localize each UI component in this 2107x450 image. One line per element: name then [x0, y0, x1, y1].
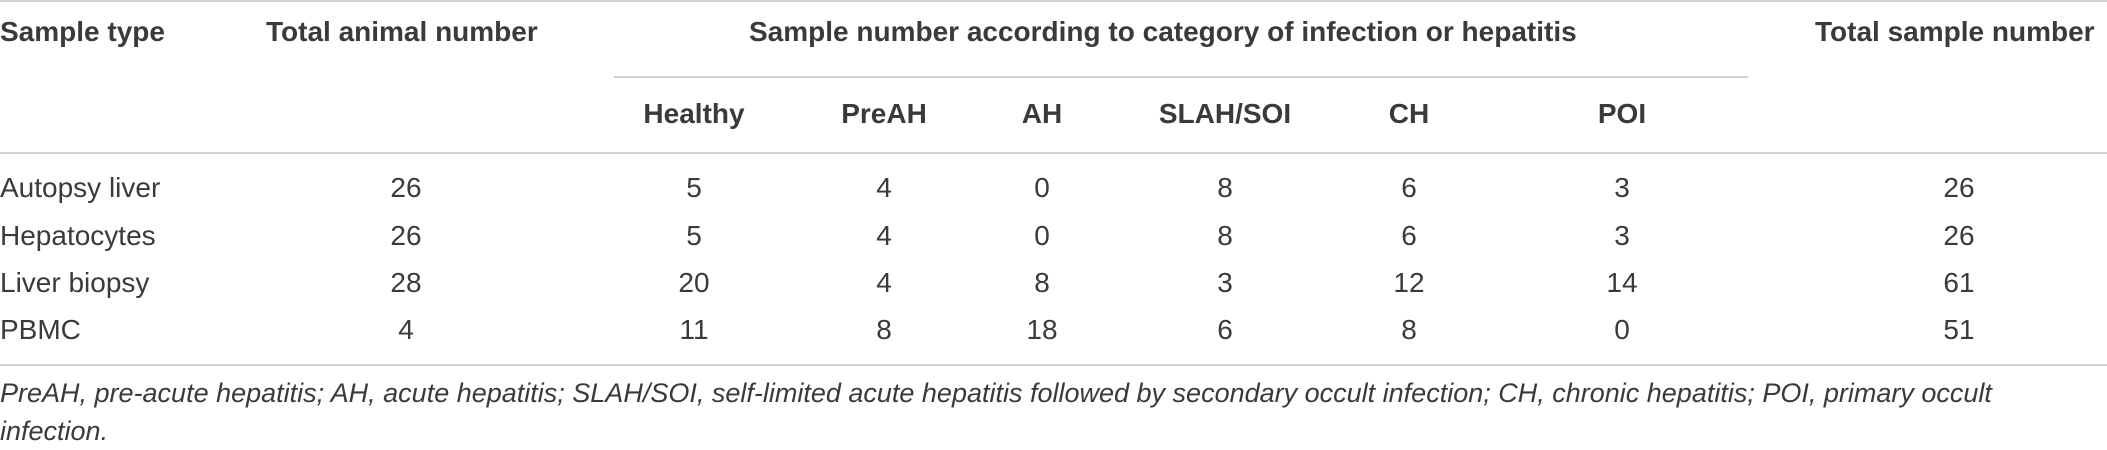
row-value-poi: 0	[1614, 314, 1630, 345]
row-value-preah: 4	[876, 172, 892, 203]
header-category-slah-soi: SLAH/SOI	[1158, 98, 1292, 129]
header-category-healthy: Healthy	[643, 98, 745, 129]
row-value-healthy: 5	[686, 220, 702, 251]
row-value-ch: 6	[1401, 172, 1417, 203]
row-sample-type: Hepatocytes	[0, 220, 156, 251]
row-animal-count: 28	[390, 267, 422, 298]
row-value-preah: 4	[876, 267, 892, 298]
row-animal-count: 26	[390, 220, 422, 251]
table-bottom-rule	[0, 364, 2107, 366]
row-total-sample: 26	[1943, 220, 1975, 251]
header-total-sample-number: Total sample number	[1815, 16, 2095, 47]
row-total-sample: 26	[1943, 172, 1975, 203]
row-value-poi: 3	[1614, 220, 1630, 251]
row-value-slah-soi: 8	[1217, 172, 1233, 203]
header-bottom-rule	[0, 152, 2107, 154]
row-value-preah: 8	[876, 314, 892, 345]
header-category-ah: AH	[1021, 98, 1063, 129]
row-value-healthy: 11	[679, 314, 709, 345]
row-value-healthy: 5	[686, 172, 702, 203]
group-header-rule	[614, 76, 1748, 78]
header-category-ch: CH	[1388, 98, 1430, 129]
row-value-ch: 6	[1401, 220, 1417, 251]
row-total-sample: 61	[1943, 267, 1975, 298]
row-value-ah: 8	[1034, 267, 1050, 298]
row-sample-type: Autopsy liver	[0, 172, 161, 203]
row-value-poi: 14	[1606, 267, 1638, 298]
table-top-rule	[0, 0, 2107, 2]
row-animal-count: 4	[398, 314, 414, 345]
row-value-slah-soi: 6	[1217, 314, 1233, 345]
row-sample-type: PBMC	[0, 314, 81, 345]
row-value-healthy: 20	[678, 267, 710, 298]
row-value-ch: 12	[1393, 267, 1425, 298]
row-value-slah-soi: 8	[1217, 220, 1233, 251]
row-value-ah: 0	[1034, 172, 1050, 203]
header-category-preah: PreAH	[841, 98, 927, 129]
table-footnote: PreAH, pre-acute hepatitis; AH, acute hepatitis; SLAH/SOI, self-limited acute hepatitis followed by secondary occult infection; CH, chronic hepatitis; POI, primary occult infection.	[0, 378, 1992, 446]
row-value-ah: 0	[1034, 220, 1050, 251]
header-sample-type: Sample type	[0, 16, 165, 47]
row-value-ch: 8	[1401, 314, 1417, 345]
header-category-poi: POI	[1597, 98, 1647, 129]
row-value-ah: 18	[1026, 314, 1058, 345]
row-total-sample: 51	[1943, 314, 1975, 345]
row-value-slah-soi: 3	[1217, 267, 1233, 298]
header-total-animal-number: Total animal number	[266, 16, 538, 47]
row-animal-count: 26	[390, 172, 422, 203]
row-sample-type: Liver biopsy	[0, 267, 150, 298]
row-value-preah: 4	[876, 220, 892, 251]
row-value-poi: 3	[1614, 172, 1630, 203]
header-category-group: Sample number according to category of infection or hepatitis	[749, 16, 1577, 47]
